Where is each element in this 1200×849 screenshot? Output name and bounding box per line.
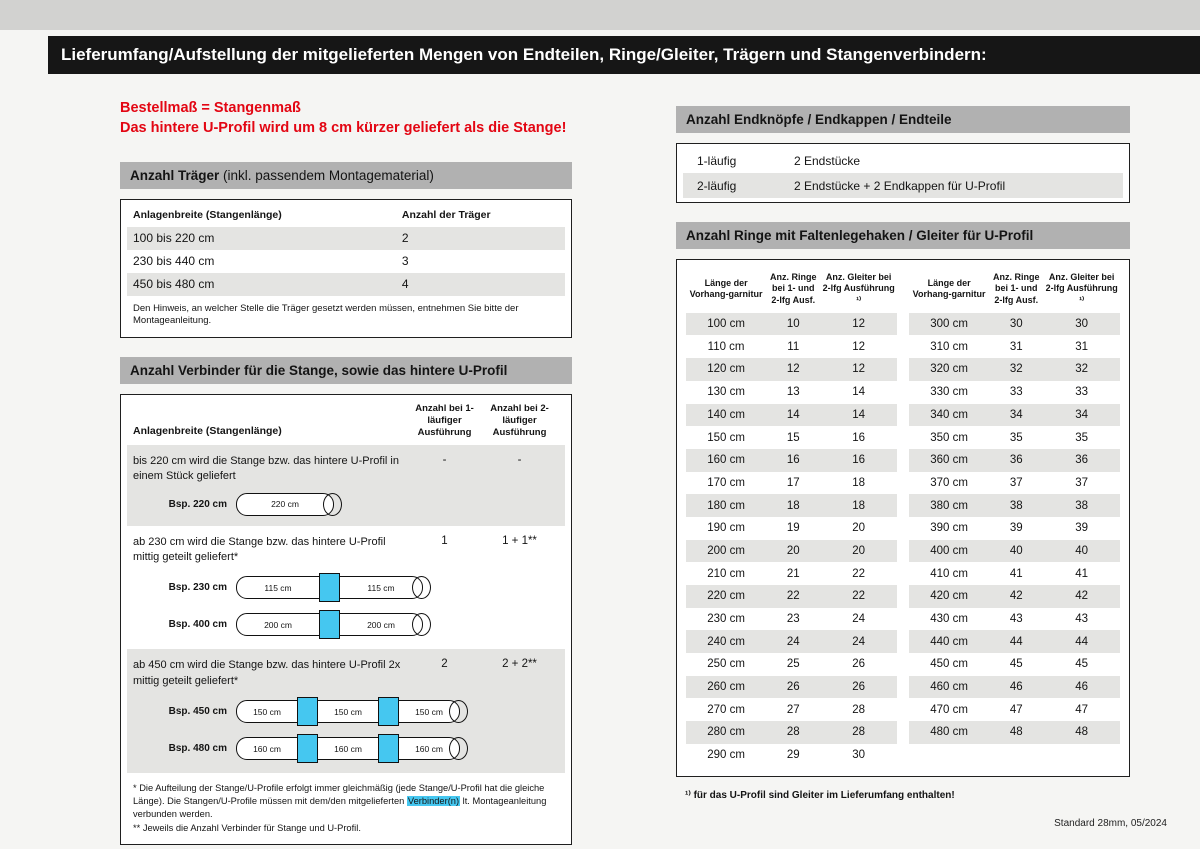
gleiter-cell: 37 (1075, 476, 1089, 489)
laenge-cell: 330 cm (930, 386, 968, 399)
ringe-row (686, 698, 897, 721)
ringe-cell: 40 (1009, 544, 1023, 557)
rod-segment: 160 cm (317, 737, 379, 760)
footnote-star-post: lt. Montageanleitung verbunden werden. (133, 796, 547, 820)
laenge-cell: 160 cm (707, 454, 745, 467)
rod-segment: 115 cm (339, 576, 423, 599)
ringe-row (909, 630, 1120, 653)
ringe-row (909, 676, 1120, 699)
right-column (676, 106, 1130, 801)
gleiter-cell: 12 (852, 363, 866, 376)
notice-line-1: Bestellmaß = Stangenmaß (120, 100, 301, 116)
ringe-cell: 39 (1009, 522, 1023, 535)
rod-end-cap-icon (323, 493, 342, 516)
ringe-row (686, 540, 897, 563)
traeger-table (127, 200, 565, 296)
laenge-cell: 450 cm (930, 658, 968, 671)
ringe-row (686, 517, 897, 540)
laenge-cell: 150 cm (707, 431, 745, 444)
gleiter-cell: 34 (1075, 408, 1089, 421)
example-row-400 (127, 610, 557, 639)
ringe-cell: 43 (1009, 613, 1023, 626)
laenge-cell: 320 cm (930, 363, 968, 376)
connector-icon (378, 697, 399, 726)
ringe-row (686, 494, 897, 517)
gleiter-cell: 22 (852, 590, 866, 603)
gleiter-cell: 12 (852, 318, 866, 331)
laeufig-cell: 1-läufig (697, 153, 737, 168)
ringe-cell: 47 (1009, 703, 1023, 716)
ringe-cell: 33 (1009, 386, 1023, 399)
rod-segment: 150 cm (398, 700, 460, 723)
anlagenbreite-cell: 450 bis 480 cm (133, 277, 215, 292)
verbinder-footnotes (127, 773, 565, 842)
verbinder-table-box (120, 394, 572, 845)
section-header-ringe-text: Anzahl Ringe mit Faltenlegehaken / Gleiter für U-Profil (686, 228, 1034, 243)
gleiter-cell: 38 (1075, 499, 1089, 512)
page-title-bar (48, 36, 1200, 74)
gleiter-cell: 16 (852, 431, 866, 444)
ringe-row (686, 608, 897, 631)
ringe-row (909, 335, 1120, 358)
gleiter-cell: 28 (852, 726, 866, 739)
example-row-230 (127, 573, 557, 602)
rod-segment: 220 cm (236, 493, 334, 516)
section-header-traeger (120, 162, 572, 189)
ringe-row (686, 335, 897, 358)
gleiter-cell: 35 (1075, 431, 1089, 444)
laenge-cell: 460 cm (930, 681, 968, 694)
rod-end-cap-icon (449, 700, 468, 723)
notice-line-2: Das hintere U-Profil wird um 8 cm kürzer geliefert als die Stange! (120, 120, 567, 137)
ringe-cell: 16 (786, 454, 800, 467)
traeger-row (127, 227, 565, 250)
ringe-table-body-right (909, 313, 1120, 744)
gleiter-cell: 20 (852, 522, 866, 535)
traeger-table-body (127, 227, 565, 296)
ringe-row (686, 721, 897, 744)
ringe-row (909, 721, 1120, 744)
traeger-header-row (127, 200, 565, 227)
ringe-cell: 23 (786, 613, 800, 626)
ringe-cell: 32 (1009, 363, 1023, 376)
ringe-cell: 17 (786, 476, 800, 489)
ringe-row (909, 426, 1120, 449)
laenge-cell: 430 cm (930, 613, 968, 626)
connector-icon (297, 734, 318, 763)
page-title: Lieferumfang/Aufstellung der mitgelieferten Mengen von Endteilen, Ringe/Gleiter, Trägern und Stangenverbindern: (61, 45, 987, 64)
gleiter-cell: 26 (852, 658, 866, 671)
connector-icon (297, 697, 318, 726)
laenge-cell: 420 cm (930, 590, 968, 603)
ringe-cell: 30 (1009, 318, 1023, 331)
gleiter-cell: 44 (1075, 635, 1089, 648)
anlagenbreite-cell: 230 bis 440 cm (133, 254, 215, 269)
endstueck-cell: 2 Endstücke + 2 Endkappen für U-Profil (794, 178, 1006, 193)
ringe-cell: 28 (786, 726, 800, 739)
gleiter-cell: 32 (1075, 363, 1089, 376)
gleiter-cell: 18 (852, 499, 866, 512)
ringe-row (686, 562, 897, 585)
ringe-row (686, 630, 897, 653)
laenge-cell: 390 cm (930, 522, 968, 535)
gleiter-footnote: ¹⁾ für das U-Profil sind Gleiter im Lieferumfang enthalten! (685, 789, 955, 801)
gleiter-cell: 39 (1075, 522, 1089, 535)
section-header-endteile (676, 106, 1130, 133)
section-header-ringe (676, 222, 1130, 249)
section-header-traeger-normal: (inkl. passendem Montagematerial) (219, 167, 434, 183)
rod-segment: 160 cm (398, 737, 460, 760)
count-2-laeufig: - (517, 453, 522, 466)
connector-icon (319, 610, 340, 639)
count-1-laeufig: 1 (441, 534, 448, 547)
laenge-cell: 440 cm (930, 635, 968, 648)
ringe-cell: 46 (1009, 681, 1023, 694)
ringe-row (909, 358, 1120, 381)
ringe-cell: 45 (1009, 658, 1023, 671)
laenge-cell: 410 cm (930, 567, 968, 580)
laenge-cell: 170 cm (707, 476, 745, 489)
count-1-laeufig: 2 (441, 658, 448, 671)
ringe-row (909, 313, 1120, 336)
ringe-cell: 35 (1009, 431, 1023, 444)
laenge-cell: 470 cm (930, 703, 968, 716)
laenge-cell: 100 cm (707, 318, 745, 331)
ringe-cell: 48 (1009, 726, 1023, 739)
laenge-cell: 360 cm (930, 454, 968, 467)
rod-diagram-480 (236, 734, 468, 763)
ringe-row (686, 426, 897, 449)
rod-segment: 150 cm (317, 700, 379, 723)
left-column (120, 98, 572, 845)
col-header-anzahl-traeger: Anzahl der Träger (401, 208, 491, 221)
gleiter-cell: 46 (1075, 681, 1089, 694)
count-2-laeufig: 1 + 1** (502, 534, 537, 547)
laenge-cell: 210 cm (707, 567, 745, 580)
col-header-anlagenbreite: Anlagenbreite (Stangenlänge) (133, 208, 282, 221)
section-text: ab 450 cm wird die Stange bzw. das hintere U-Profil 2x mittig geteilt geliefert* (133, 659, 401, 687)
ringe-row (686, 585, 897, 608)
laenge-cell: 280 cm (707, 726, 745, 739)
example-label: Bsp. 450 cm (168, 706, 227, 718)
ringe-header-row (909, 269, 1120, 313)
gleiter-cell: 42 (1075, 590, 1089, 603)
col-header-ringe: Anz. Ringe bei 1- und 2-lfg Ausf. (993, 272, 1040, 305)
gleiter-cell: 24 (852, 635, 866, 648)
traeger-row (127, 273, 565, 296)
traeger-note: Den Hinweis, an welcher Stelle die Träger gesetzt werden müssen, entnehmen Sie bitte der Montageanleitung. (133, 302, 519, 327)
section-row (127, 658, 557, 689)
anzahl-traeger-cell: 2 (401, 231, 409, 246)
ringe-row (909, 608, 1120, 631)
ringe-row (909, 540, 1120, 563)
gleiter-cell: 26 (852, 681, 866, 694)
gleiter-cell: 43 (1075, 613, 1089, 626)
laeufig-cell: 2-läufig (697, 178, 737, 193)
rod-end-cap-icon (412, 576, 431, 599)
gleiter-cell: 40 (1075, 544, 1089, 557)
laenge-cell: 400 cm (930, 544, 968, 557)
ringe-row (686, 653, 897, 676)
col-header-laenge: Länge der Vorhang-garnitur (912, 277, 986, 299)
laenge-cell: 120 cm (707, 363, 745, 376)
section-row (127, 454, 557, 485)
ringe-row (909, 404, 1120, 427)
ringe-cell: 24 (786, 635, 800, 648)
ringe-row (909, 562, 1120, 585)
rod-diagram-220 (236, 493, 342, 516)
gleiter-cell: 24 (852, 613, 866, 626)
verbinder-highlight: Verbinder(n) (407, 796, 460, 807)
laenge-cell: 190 cm (707, 522, 745, 535)
rod-diagram-230 (236, 573, 431, 602)
example-label: Bsp. 220 cm (168, 498, 227, 510)
verbinder-section-ab-230 (127, 526, 565, 650)
section-row (127, 535, 557, 566)
endteile-table-box (676, 143, 1130, 203)
ringe-cell: 27 (786, 703, 800, 716)
laenge-cell: 480 cm (930, 726, 968, 739)
ringe-cell: 20 (786, 544, 800, 557)
gleiter-cell: 28 (852, 703, 866, 716)
count-1-laeufig: - (442, 453, 447, 466)
rod-segment: 160 cm (236, 737, 298, 760)
ringe-tables-box (676, 259, 1130, 777)
laenge-cell: 110 cm (707, 340, 745, 353)
rod-end-cap-icon (412, 613, 431, 636)
laenge-cell: 300 cm (930, 318, 968, 331)
ringe-row (686, 676, 897, 699)
laenge-cell: 380 cm (930, 499, 968, 512)
ringe-row (909, 653, 1120, 676)
ringe-row (909, 585, 1120, 608)
example-label: Bsp. 400 cm (168, 619, 227, 631)
ringe-cell: 38 (1009, 499, 1023, 512)
ringe-row (686, 381, 897, 404)
rod-diagram-400 (236, 610, 431, 639)
gleiter-cell: 30 (1075, 318, 1089, 331)
ringe-cell: 12 (786, 363, 800, 376)
gleiter-cell: 47 (1075, 703, 1089, 716)
section-header-verbinder-text: Anzahl Verbinder für die Stange, sowie das hintere U-Profil (130, 363, 508, 379)
ringe-cell: 18 (786, 499, 800, 512)
ringe-cell: 14 (786, 408, 800, 421)
ringe-cell: 26 (786, 681, 800, 694)
traeger-row (127, 250, 565, 273)
verbinder-header-row (127, 395, 565, 445)
endstueck-cell: 2 Endstücke (794, 153, 861, 168)
ringe-row (686, 472, 897, 495)
ringe-row (686, 449, 897, 472)
rod-segment: 200 cm (339, 613, 423, 636)
rod-end-cap-icon (449, 737, 468, 760)
laenge-cell: 290 cm (707, 749, 745, 762)
gleiter-cell: 16 (852, 454, 866, 467)
section-header-verbinder (120, 357, 572, 384)
col-header-gleiter: Anz. Gleiter bei 2-lfg Ausführung ¹⁾ (822, 272, 895, 305)
gleiter-cell: 31 (1075, 340, 1089, 353)
gleiter-cell: 22 (852, 567, 866, 580)
col-header-gleiter: Anz. Gleiter bei 2-lfg Ausführung ¹⁾ (1045, 272, 1118, 305)
laenge-cell: 260 cm (707, 681, 745, 694)
ringe-cell: 25 (786, 658, 800, 671)
connector-icon (378, 734, 399, 763)
col-header-2-laeufig: Anzahl bei 2-läufiger Ausführung (490, 403, 549, 438)
example-row-480 (127, 734, 557, 763)
gleiter-cell: 33 (1075, 386, 1089, 399)
ringe-table-100-290 (686, 269, 897, 767)
ringe-cell: 21 (786, 567, 800, 580)
ringe-row (686, 358, 897, 381)
ringe-table-300-480 (909, 269, 1120, 744)
endteile-table-body (683, 148, 1123, 198)
endteile-row (683, 148, 1123, 173)
ringe-cell: 11 (787, 340, 800, 353)
ringe-cell: 36 (1009, 454, 1023, 467)
laenge-cell: 130 cm (707, 386, 745, 399)
ringe-row (909, 449, 1120, 472)
ringe-row (686, 404, 897, 427)
section-text: ab 230 cm wird die Stange bzw. das hintere U-Profil mittig geteilt geliefert* (133, 535, 386, 564)
laenge-cell: 220 cm (707, 590, 745, 603)
ringe-cell: 44 (1009, 635, 1023, 648)
example-row-450 (127, 697, 557, 726)
gleiter-cell: 45 (1075, 658, 1089, 671)
anlagenbreite-cell: 100 bis 220 cm (133, 231, 215, 246)
ringe-row (909, 472, 1120, 495)
gleiter-cell: 14 (852, 408, 866, 421)
gleiter-cell: 48 (1075, 726, 1089, 739)
ringe-cell: 19 (786, 522, 800, 535)
traeger-table-box (120, 199, 572, 339)
gleiter-cell: 20 (852, 544, 866, 557)
ringe-row (909, 517, 1120, 540)
verbinder-section-ab-450 (127, 649, 565, 773)
rod-diagram-450 (236, 697, 468, 726)
col-header-laenge: Länge der Vorhang-garnitur (689, 277, 763, 299)
laenge-cell: 230 cm (707, 613, 745, 626)
rod-segment: 200 cm (236, 613, 320, 636)
ringe-cell: 22 (786, 590, 800, 603)
ringe-cell: 37 (1009, 476, 1023, 489)
ringe-cell: 42 (1009, 590, 1023, 603)
section-header-traeger-bold: Anzahl Träger (130, 167, 220, 183)
anzahl-traeger-cell: 4 (401, 277, 409, 292)
ringe-table-body-left (686, 313, 897, 767)
gleiter-cell: 41 (1075, 567, 1089, 580)
page-top-margin (0, 0, 1200, 30)
ringe-row (909, 494, 1120, 517)
count-2-laeufig: 2 + 2** (502, 658, 537, 671)
ringe-row (686, 313, 897, 336)
gleiter-cell: 14 (852, 386, 866, 399)
rod-segment: 150 cm (236, 700, 298, 723)
laenge-cell: 310 cm (930, 340, 968, 353)
connector-icon (319, 573, 340, 602)
ringe-row (909, 381, 1120, 404)
example-row-220 (127, 493, 557, 516)
ringe-cell: 31 (1009, 340, 1023, 353)
section-header-endteile-text: Anzahl Endknöpfe / Endkappen / Endteile (686, 112, 952, 127)
col-header-ringe: Anz. Ringe bei 1- und 2-lfg Ausf. (770, 272, 817, 305)
laenge-cell: 270 cm (707, 703, 745, 716)
footnote-double-star: ** Jeweils die Anzahl Verbinder für Stange und U-Profil. (133, 823, 361, 834)
laenge-cell: 250 cm (707, 658, 745, 671)
endteile-row (683, 173, 1123, 198)
laenge-cell: 200 cm (707, 544, 745, 557)
endteile-table (683, 148, 1123, 198)
footnote-star (133, 782, 559, 821)
col-header-1-laeufig: Anzahl bei 1-läufiger Ausführung (415, 403, 474, 438)
laenge-cell: 140 cm (707, 408, 745, 421)
verbinder-section-bis-220 (127, 445, 565, 526)
document-version: Standard 28mm, 05/2024 (1054, 818, 1167, 829)
gleiter-cell: 12 (852, 340, 866, 353)
laenge-cell: 340 cm (930, 408, 968, 421)
laenge-cell: 240 cm (707, 635, 745, 648)
ringe-cell: 13 (786, 386, 800, 399)
rod-segment: 115 cm (236, 576, 320, 599)
example-label: Bsp. 480 cm (168, 743, 227, 755)
ringe-cell: 29 (786, 749, 800, 762)
laenge-cell: 350 cm (930, 431, 968, 444)
ringe-cell: 34 (1009, 408, 1023, 421)
ringe-cell: 41 (1009, 567, 1023, 580)
order-size-notice (120, 98, 572, 139)
gleiter-cell: 18 (852, 476, 866, 489)
ringe-header-row (686, 269, 897, 313)
gleiter-cell: 30 (852, 749, 866, 762)
anzahl-traeger-cell: 3 (401, 254, 409, 269)
section-text: bis 220 cm wird die Stange bzw. das hintere U-Profil in einem Stück geliefert (133, 454, 399, 483)
ringe-cell: 10 (786, 318, 800, 331)
ringe-row (686, 744, 897, 767)
ringe-cell: 15 (786, 431, 800, 444)
laenge-cell: 180 cm (707, 499, 745, 512)
laenge-cell: 370 cm (930, 476, 968, 489)
ringe-row (909, 698, 1120, 721)
example-label: Bsp. 230 cm (168, 582, 227, 594)
gleiter-cell: 36 (1075, 454, 1089, 467)
col-header-anlagenbreite-verbinder: Anlagenbreite (Stangenlänge) (133, 424, 282, 437)
footnote-star-pre: * Die Aufteilung der Stange/U-Profile erfolgt immer gleichmäßig (jede Stange/U-Profil hat die gleiche Länge). Die Stangen/U-Profile müssen mit dem/den mitgelieferten (133, 783, 545, 807)
